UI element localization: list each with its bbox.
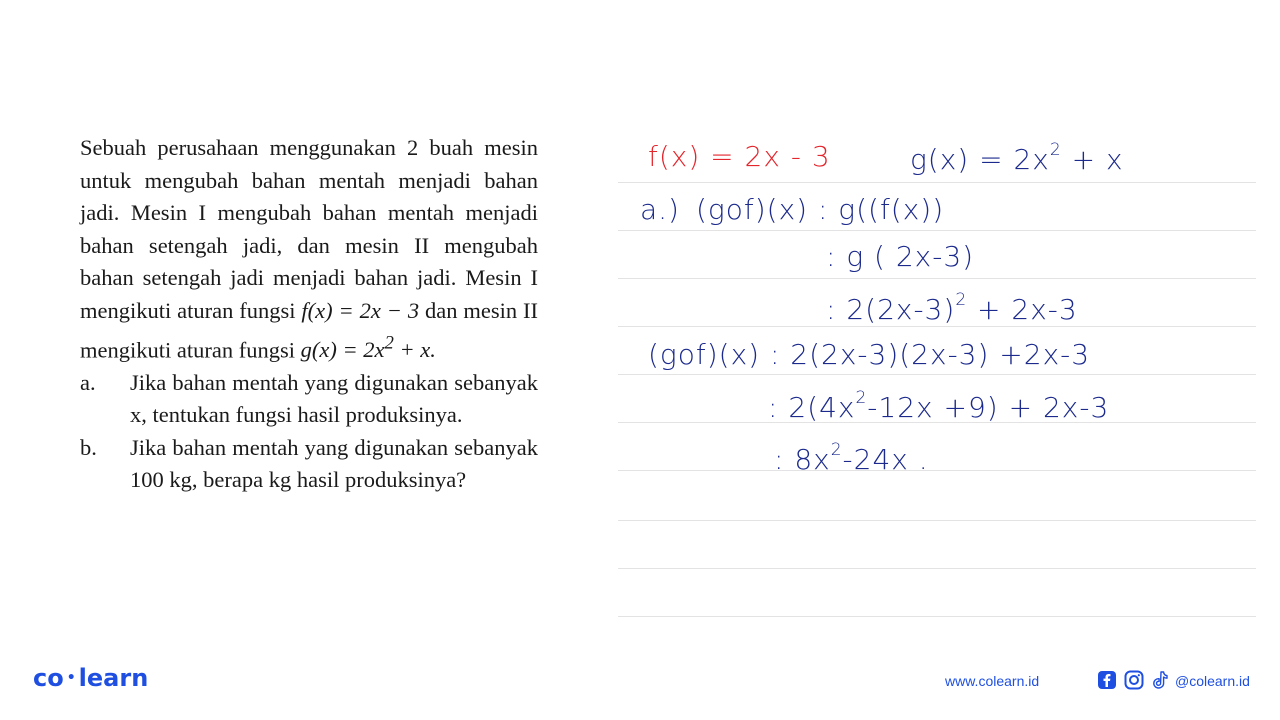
step-result: : $8x^2-24x$ .: [774, 440, 929, 476]
instagram-icon[interactable]: [1124, 670, 1144, 690]
question-b: [80, 432, 538, 497]
ruled-line: [618, 616, 1256, 617]
question-a-text: Jika bahan mentah yang digunakan sebanyak x, tentukan fungsi hasil produksinya.: [130, 369, 538, 428]
step-expand: : $2(2x-3)^2 + 2x-3$: [826, 290, 1078, 326]
question-a: [80, 367, 538, 432]
ruled-line: [618, 326, 1256, 327]
f-definition: f(x) = 2x - 3: [648, 140, 831, 173]
social-handle[interactable]: @colearn.id: [1175, 673, 1250, 689]
problem-paragraph: [80, 132, 538, 367]
ruled-line: [618, 278, 1256, 279]
ruled-line: [618, 470, 1256, 471]
facebook-icon[interactable]: [1097, 670, 1117, 690]
tiktok-icon[interactable]: [1150, 670, 1170, 690]
step-multiply: : $2(4x^2-12x +9) + 2x-3$: [768, 388, 1110, 424]
ruled-line: [618, 520, 1256, 521]
g-definition: $g(x) = 2x^2 + x$: [910, 140, 1124, 176]
problem-text: [80, 132, 538, 497]
step-substitute: : g ( 2x-3): [826, 240, 975, 273]
g-expression: $g(x) = 2x^2 + x$.: [300, 332, 436, 363]
ruled-line: [618, 374, 1256, 375]
question-b-text: Jika bahan mentah yang digunakan sebanyak 100 kg, berapa kg hasil produksinya?: [130, 434, 538, 493]
question-a-marker: a.: [80, 369, 96, 395]
ruled-line: [618, 568, 1256, 569]
ruled-line: [618, 182, 1256, 183]
website-link[interactable]: www.colearn.id: [945, 673, 1040, 689]
question-b-marker: b.: [80, 434, 97, 460]
f-expression: f(x) = 2x − 3: [301, 297, 420, 323]
colearn-logo[interactable]: co • learn: [33, 664, 149, 692]
problem-mid: dan mesin II mengikuti aturan fungsi: [80, 297, 539, 363]
ruled-line: [618, 230, 1256, 231]
step-composition: (gof)(x) : g((f(x)): [696, 193, 945, 226]
part-a-label: a.): [640, 193, 680, 226]
step-product: (gof)(x) : 2(2x-3)(2x-3) +2x-3: [648, 338, 1091, 371]
problem-intro: Sebuah perusahaan menggunakan 2 buah mesin untuk mengubah bahan mentah menjadi bahan jadi. Mesin I mengubah bahan mentah menjadi bahan setengah jadi, dan mesin II mengubah bahan setengah jadi menjadi bahan jadi. Mesin I mengikuti aturan fungsi: [80, 135, 538, 323]
